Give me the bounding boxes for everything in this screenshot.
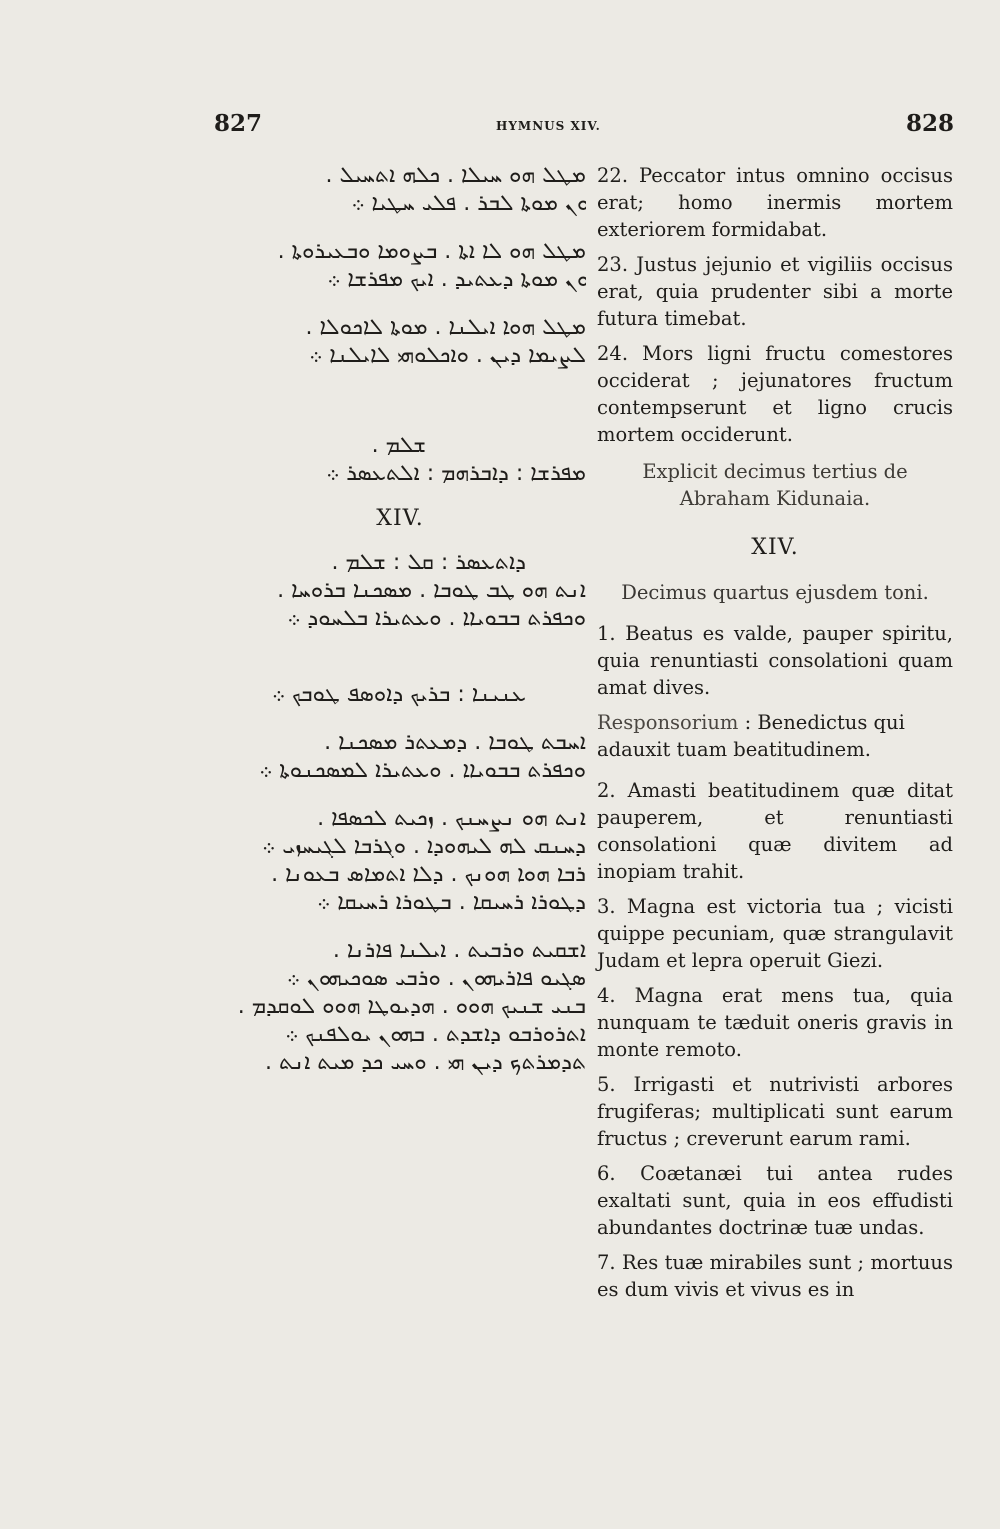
syriac-line: ܥܢܝܢܐ : ܒܪܝܟ ܕܐܘܣܦ ܛܘܒܟ ܀ bbox=[271, 682, 526, 707]
verse-22: 22. Peccator intus omnino occisus erat; homo inermis mortem exteriorem formidabat. bbox=[597, 164, 953, 241]
syriac-line: ܐܫܩܝܬ ܘܪܒܝܬ . ܐܝܠܢܐ ܦܐܪܢܐ . bbox=[332, 938, 586, 963]
syriac-line: ܒܢܝ ܫܢܝܟ ܗܘܘ . ܗܕܝܘܛܐ ܗܘܘ ܠܘܩܕܡ . bbox=[237, 994, 586, 1019]
latin-column bbox=[597, 162, 953, 1311]
responsory-label: Responsorium bbox=[597, 711, 739, 734]
syriac-line: ܘܟܦܪܬ ܒܒܘܝܐܐ . ܘܥܬܝܪܐ ܒܠܚܘܕ ܀ bbox=[287, 606, 586, 631]
verse-24: 24. Mors ligni fructu comestores occiderat ; jejunatores fructum contempserunt et ligno crucis mortem occiderunt. bbox=[597, 342, 953, 446]
syriac-block-2 bbox=[214, 549, 586, 1077]
syriac-line: ܣܓܝܘ ܦܐܪܝܗܘܢ . ܘܪܒܝ ܣܘܟܝܗܘܢ ܀ bbox=[286, 966, 586, 991]
verse-2: 2. Amasti beatitudinem quæ ditat pauperem, et renuntiasti consolationi quæ divitem ad inopiam trahit. bbox=[597, 779, 953, 883]
syriac-column bbox=[214, 162, 586, 1077]
verse-6: 6. Coætanæi tui antea rudes exaltati sunt, quia in eos effudisti abundantes doctrinæ tuæ undas. bbox=[597, 1162, 953, 1239]
syriac-line: ܡܛܠ ܗܘ ܚܝܠܐ . ܟܠܗ ܐܬܚܝܠ . bbox=[325, 163, 586, 188]
verse-1: 1. Beatus es valde, pauper spiritu, quia renuntiasti consolationi quam amat dives. bbox=[597, 622, 953, 699]
syriac-line: ܫܠܡ . bbox=[371, 433, 426, 458]
running-title: HYMNUS XIV. bbox=[496, 119, 601, 133]
page-number-left: 827 bbox=[214, 110, 263, 137]
syriac-line: ܬܕܡܪܬܟ ܕܝܢ ܗܝ . ܘܚܝ ܟܕ ܡܝܬ ܐܢܬ . bbox=[265, 1050, 586, 1075]
syriac-line: ܐܚܒܬ ܛܘܒܐ . ܕܡܥܬܪ ܡܣܟܢܐ . bbox=[324, 730, 586, 755]
syriac-line: ܡܛܠ ܗܘ ܠܐ ܐܬܐ . ܒܨܘܡܐ ܘܒܥܝܪܘܬܐ . bbox=[277, 239, 586, 264]
responsory bbox=[597, 709, 953, 763]
syriac-block-1 bbox=[214, 162, 586, 488]
syriac-line: ܠܨܝܡܐ ܕܝܢ . ܘܐܟܠܘܗܝ ܠܐܝܠܢܐ ܀ bbox=[309, 343, 586, 368]
verse-4: 4. Magna erat mens tua, quia nunquam te tæduit oneris gravis in monte remoto. bbox=[597, 984, 953, 1061]
verse-23: 23. Justus jejunio et vigiliis occisus erat, quia prudenter sibi a morte futura timebat. bbox=[597, 253, 953, 330]
explicit-note: Explicit decimus tertius de Abraham Kidunaia. bbox=[642, 460, 908, 510]
syriac-line: ܘܢ ܡܘܬܐ ܕܥܬܝܕ . ܐܝܟ ܡܦܪܫܐ ܀ bbox=[327, 267, 586, 292]
page-number-right: 828 bbox=[905, 110, 954, 137]
hymn-heading-left: XIV. bbox=[376, 506, 424, 531]
syriac-line: ܕܚܢܩ ܠܗ ܠܝܗܘܕܐ . ܘܓܪܒܐ ܠܓܝܚܙܝ ܀ bbox=[262, 834, 586, 859]
syriac-line: ܪܒܐ ܗܘܐ ܗܘܢܟ . ܕܠܐ ܐܬܡܐܣ ܒܥܘܢܐ . bbox=[271, 862, 586, 887]
verse-5: 5. Irrigasti et nutrivisti arbores frugiferas; multiplicati sunt earum fructus ; creverunt earum rami. bbox=[597, 1073, 953, 1150]
verse-3: 3. Magna est victoria tua ; vicisti quippe pecuniam, quæ strangulavit Judam et lepra operuit Giezi. bbox=[597, 895, 953, 972]
verse-7: 7. Res tuæ mirabiles sunt ; mortuus es dum vivis et vivus es in bbox=[597, 1251, 953, 1301]
page-header bbox=[214, 110, 954, 140]
syriac-line: ܐܢܬ ܗܘ ܢܨܚܢܟ . ܙܟܝܬ ܠܟܣܦܐ . bbox=[317, 806, 586, 831]
syriac-line: ܘܢ ܡܘܬܐ ܠܒܪ . ܦܠܝ ܚܛܝܐ ܀ bbox=[351, 191, 586, 216]
responsory-text: : Benedictus qui adauxit tuam beatitudinem. bbox=[597, 711, 905, 761]
hymn-subtitle: Decimus quartus ejusdem toni. bbox=[621, 581, 929, 604]
syriac-line: ܐܢܬ ܗܘ ܛܒ ܛܘܒܐ . ܡܣܟܢܐ ܒܪܘܚܐ . bbox=[277, 578, 586, 603]
syriac-line: ܡܦܪܫܐ : ܕܐܒܪܗܡ : ܐܠܬܥܣܪ ܀ bbox=[326, 461, 586, 486]
syriac-line: ܕܐܬܥܣܪ : ܩܠ : ܫܠܡ . bbox=[331, 550, 526, 575]
hymn-heading-right: XIV. bbox=[751, 535, 799, 560]
syriac-line: ܘܟܦܪܬ ܒܒܘܝܐܐ . ܘܥܬܝܪܐ ܠܡܣܟܢܘܬܐ ܀ bbox=[259, 758, 586, 783]
syriac-line: ܕܛܘܪܐ ܪܚܝܩܐ . ܒܛܘܪܐ ܪܚܝܩܐ ܀ bbox=[317, 890, 586, 915]
syriac-line: ܐܬܪܘܪܒܘ ܕܐܫܕܬ . ܒܗܘܢ ܝܘܠܦܢܟ ܀ bbox=[285, 1022, 586, 1047]
syriac-line: ܡܛܠ ܗܘܐ ܐܝܠܢܐ . ܡܘܬܐ ܠܐܟܘܠܐ . bbox=[305, 315, 586, 340]
